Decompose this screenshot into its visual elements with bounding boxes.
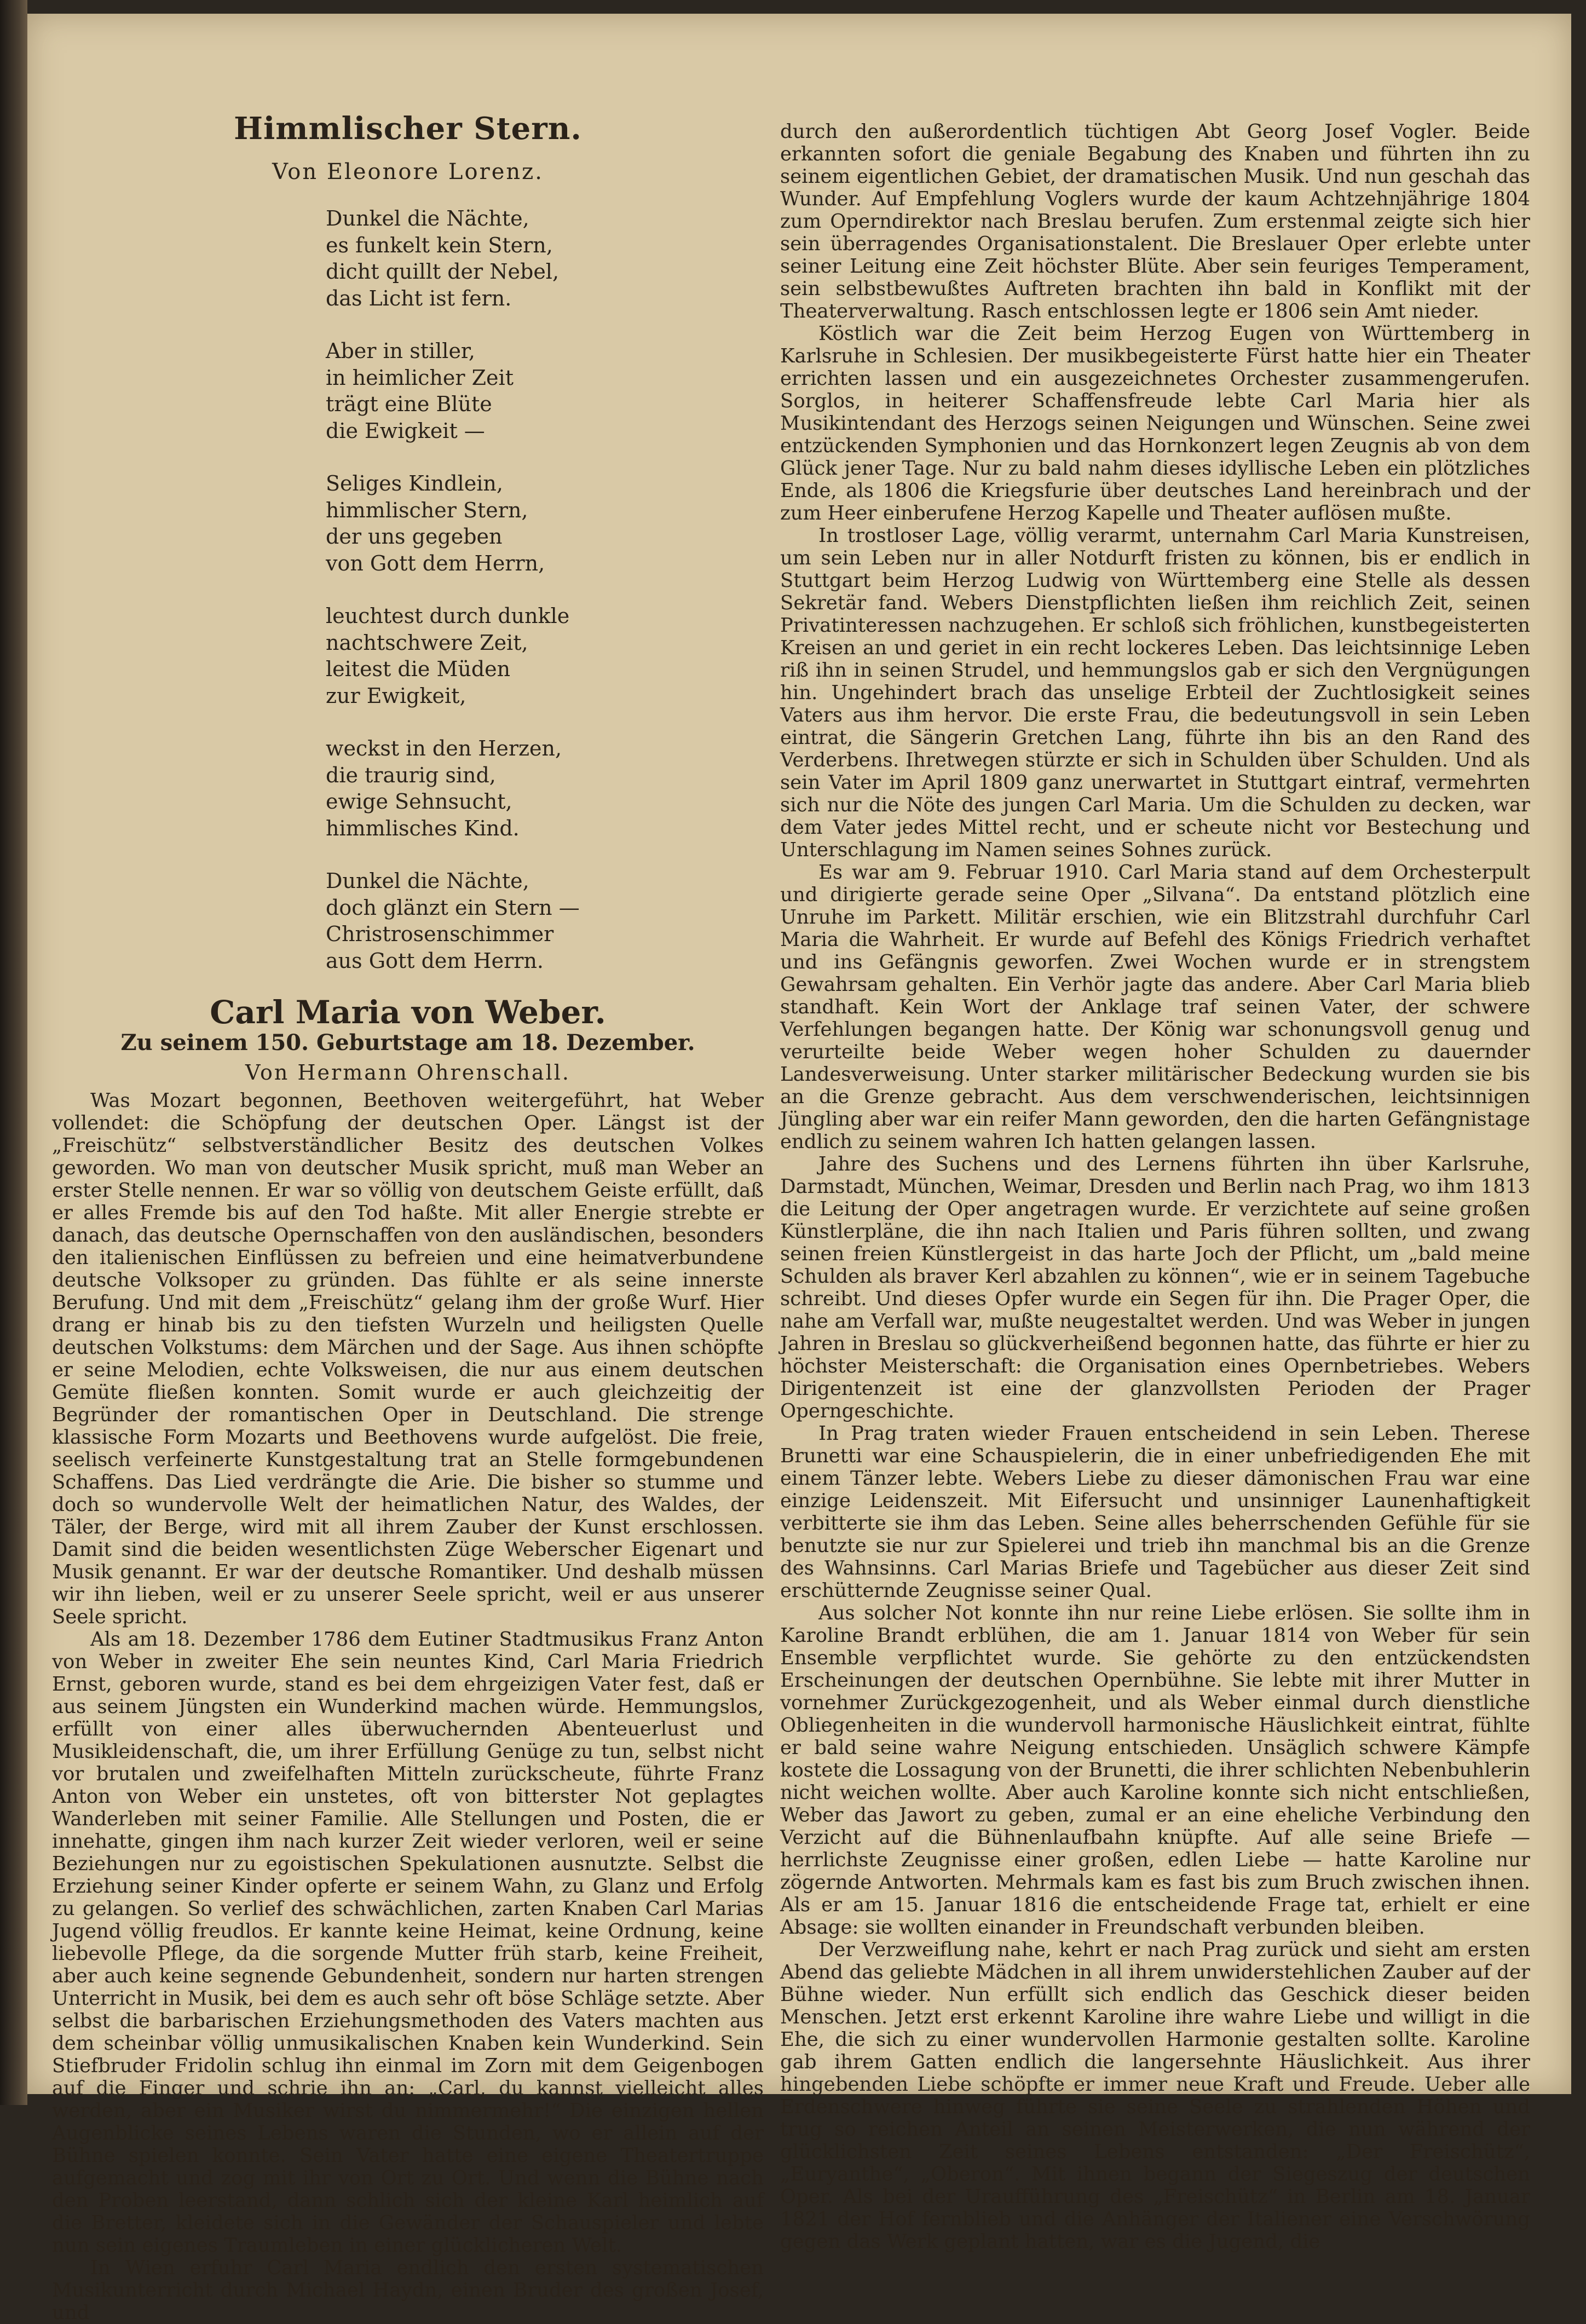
poem-line: aus Gott dem Herrn. [326, 948, 544, 973]
article-paragraph: Aus solcher Not konnte ihn nur reine Liebe erlösen. Sie sollte ihm in Karoline Brandt erblühen, die am 1. Januar 1814 von Weber für sein Ensemble verpflichtet wurde. Sie gehörte zu den entzückendsten Erscheinungen der deutschen Opernbühne. Sie lebte mit ihrer Mutter in vornehmer Zurückgezogenheit, und als Weber einmal durch dienstliche Obliegenheiten in die wundervoll harmonische Häuslichkeit eintrat, fühlte er bald seine wahre Neigung entschieden. Unsäglich schwere Kämpfe kostete die Lossagung von der Brunetti, die ihrer schlichten Nebenbuhlerin nicht weichen wollte. Aber auch Karoline konnte sich nicht entschließen, Weber das Jawort zu geben, zumal er an eine eheliche Verbindung den Verzicht auf die Bühnenlaufbahn knüpfte. Auf alle seine Briefe — herrlichste Zeugnisse einer großen, edlen Liebe — hatte Karoline nur zögernde Antworten. Mehrmals kam es fast bis zum Bruch zwischen ihnen. Als er am 15. Januar 1816 die entscheidende Frage tat, erhielt er eine Absage: sie wollten einander in Freundschaft verbunden bleiben. [780, 1602, 1530, 1939]
article-paragraph: In trostloser Lage, völlig verarmt, unternahm Carl Maria Kunstreisen, um sein Leben nur in aller Notdurft fristen zu können, bis er endlich in Stuttgart beim Herzog Ludwig von Württemberg eine Stelle als dessen Sekretär fand. Webers Dienstpflichten ließen ihm reichlich Zeit, seinen Privatinteressen nachzugehen. Er schloß sich fröhlichen, kunstbegeisterten Kreisen an und geriet in ein recht lockeres Leben. Das leichtsinnige Leben riß ihn in seinen Strudel, und hemmungslos gab er sich den Vergnügungen hin. Ungehindert brach das unselige Erbteil der Zuchtlosigkeit seines Vaters aus ihm hervor. Die erste Frau, die bedeutungsvoll in sein Leben eintrat, die Sängerin Gretchen Lang, führte ihn bis an den Rand des Verderbens. Ihretwegen stürzte er sich in Schulden über Schulden. Und als sein Vater im April 1809 ganz unerwartet in Stuttgart eintraf, vermehrten sich nur die Nöte des jungen Carl Maria. Um die Schulden zu decken, war dem Vater jedes Mittel recht, und er scheute nicht vor Bestechung und Unterschlagung im Namen seines Sohnes zurück. [780, 524, 1530, 861]
poem-stanza [326, 868, 764, 974]
poem-line: Christrosenschimmer [326, 922, 554, 946]
article-paragraph: Was Mozart begonnen, Beethoven weitergeführt, hat Weber vollendet: die Schöpfung der deutschen Oper. Längst ist der „Freischütz“ selbstverständlicher Besitz des deutschen Volkes geworden. Wo man von deutscher Musik spricht, muß man Weber an erster Stelle nennen. Er war so völlig von deutschem Geiste erfüllt, daß er alles Fremde bis auf den Tod haßte. Mit aller Energie strebte er danach, das deutsche Opernschaffen von den ausländischen, besonders den italienischen Einflüssen zu befreien und eine heimatverbundene deutsche Volksoper zu gründen. Das fühlte er als seine innerste Berufung. Und mit dem „Freischütz“ gelang ihm der große Wurf. Hier drang er hinab bis zu den tiefsten Wurzeln und heiligsten Quelle deutschen Volkstums: dem Märchen und der Sage. Aus ihnen schöpfte er seine Melodien, echte Volksweisen, die nur aus einem deutschen Gemüte fließen konnten. Somit wurde er auch gleichzeitig der Begründer der romantischen Oper in Deutschland. Die strenge klassische Form Mozarts und Beethovens wurde aufgelöst. Die freie, seelisch verfeinerte Kunstgestaltung trat an Stelle formgebundenen Schaffens. Das Lied verdrängte die Arie. Die bisher so stumme und doch so wundervolle Welt der heimatlichen Natur, des Waldes, der Täler, der Berge, wird mit all ihrem Zauber der Kunst erschlossen. Damit sind die beiden wesentlichsten Züge Weberscher Eigenart und Musik genannt. Er war der deutsche Romantiker. Und deshalb müssen wir ihn lieben, weil er zu unserer Seele spricht, weil er aus unserer Seele spricht. [52, 1089, 764, 1628]
poem-line: leitest die Müden [326, 657, 511, 681]
left-column [52, 111, 764, 2324]
poem-line: zur Ewigkeit, [326, 683, 466, 708]
article-subtitle: Zu seinem 150. Geburtstage am 18. Dezember. [120, 1030, 695, 1056]
poem-line: Seliges Kindlein, [326, 471, 503, 495]
poem-line: ewige Sehnsucht, [326, 789, 512, 814]
poem-stanza [326, 603, 764, 709]
poem-line: Aber in stiller, [326, 339, 475, 363]
poem-line: die traurig sind, [326, 763, 496, 787]
article-paragraph: Jahre des Suchens und des Lernens führten ihn über Karlsruhe, Darmstadt, München, Weimar, Dresden und Berlin nach Prag, wo ihm 1813 die Leitung der Oper angetragen wurde. Er verzichtete auf seine großen Künstlerpläne, die ihn nach Italien und Paris führen sollten, und zwang seinen freien Künstlergeist in das harte Joch der Pflicht, um „bald meine Schulden als braver Kerl abzahlen zu können“, wie er in seinem Tagebuche schreibt. Und dieses Opfer wurde ein Segen für ihn. Die Prager Oper, die nahe am Verfall war, mußte neugestaltet werden. Und was Weber in jungen Jahren in Breslau so glückverheißend begonnen hatte, das führte er hier zu höchster Meisterschaft: die Organisation eines Opernbetriebes. Webers Dirigentenzeit ist eine der glanzvollsten Perioden der Prager Operngeschichte. [780, 1153, 1530, 1422]
newspaper-page [27, 14, 1571, 2324]
poem-line: weckst in den Herzen, [326, 736, 562, 760]
poem-stanza [326, 735, 764, 841]
poem-line: von Gott dem Herrn, [326, 551, 545, 575]
poem-line: das Licht ist fern. [326, 286, 512, 310]
poem-title: Himmlischer Stern. [234, 111, 582, 147]
poem-line: der uns gegeben [326, 524, 503, 549]
poem-line: doch glänzt ein Stern — [326, 895, 580, 920]
poem-stanza [326, 205, 764, 312]
article-paragraph: In Wien erfuhr Carl Maria endlich den ersten systematischen Musikunterricht durch Michael Haydn, einen Bruder des großen Josef, und [52, 2257, 764, 2324]
poem-line: nachtschwere Zeit, [326, 630, 528, 655]
article-title: Carl Maria von Weber. [210, 994, 606, 1031]
poem-line: dicht quillt der Nebel, [326, 259, 560, 284]
poem-line: himmlisches Kind. [326, 816, 520, 840]
poem-stanza [326, 470, 764, 576]
article-author: Von Hermann Ohrenschall. [245, 1060, 570, 1085]
book-binding [0, 0, 27, 2105]
poem-author: Von Eleonore Lorenz. [272, 159, 544, 184]
poem-line: leuchtest durch dunkle [326, 604, 570, 628]
article-paragraph: durch den außerordentlich tüchtigen Abt Georg Josef Vogler. Beide erkannten sofort die geniale Begabung des Knaben und führten ihn zu seinem eigentlichen Gebiet, der dramatischen Musik. Und nun geschah das Wunder. Auf Empfehlung Voglers wurde der kaum Achtzehnjährige 1804 zum Operndirektor nach Breslau berufen. Zum erstenmal zeigte sich hier sein überragendes Organisationstalent. Die Breslauer Oper erlebte unter seiner Leitung eine Zeit höchster Blüte. Aber sein feuriges Temperament, sein selbstbewußtes Auftreten brachten ihn bald in Konflikt mit der Theaterverwaltung. Rasch entschlossen legte er 1806 sein Amt nieder. [780, 120, 1530, 322]
poem-line: Dunkel die Nächte, [326, 206, 529, 230]
right-column [780, 120, 1530, 2253]
poem-line: himmlischer Stern, [326, 498, 528, 522]
poem-body [326, 205, 764, 974]
poem-stanza [326, 338, 764, 444]
article-paragraph: Der Verzweiflung nahe, kehrt er nach Prag zurück und sieht am ersten Abend das geliebte Mädchen in all ihrem unwiderstehlichen Zauber auf der Bühne wieder. Nun erfüllt sich endlich das Geschick dieser beiden Menschen. Jetzt erst erkennt Karoline ihre wahre Liebe und willigt in die Ehe, die sich zu einer wundervollen Harmonie gestalten sollte. Karoline gab ihrem Gatten endlich die langersehnte Häuslichkeit. Aus ihrer hingebenden Liebe schöpfte er immer neue Kraft und Freude. Ueber alle Erdenschwere hinweg führte sie seine Seele zu strahlenden Höhen und trug so reichen Anteil an seinen Meisterwerken, die nun während der glücklichsten Zeit seines Lebens entstanden: „Der Freischütz“, „Euryanthe“, „Oberon“. Mit ihnen begann der Siegeszug der deutschen Oper. Als bei der Uraufführung des „Freischütz“ in Berlin am 18. Januar 1821 der Hof fernblieb und die Anhänger der Italiener eine Verschwörung gegen das Werk geplant hatten, war es die Jugend, die [780, 1939, 1530, 2253]
article-paragraph: In Prag traten wieder Frauen entscheidend in sein Leben. Therese Brunetti war eine Schauspielerin, die in einer unbefriedigenden Ehe mit einem Tänzer lebte. Webers Liebe zu dieser dämonischen Frau war eine einzige Leidenszeit. Mit Eifersucht und unsinniger Launenhaftigkeit verbitterte sie ihm das Leben. Seine alles beherrschenden Gefühle für sie benutzte sie nur zur Spielerei und trieb ihn manchmal bis an die Grenze des Wahnsinns. Carl Marias Briefe und Tagebücher aus dieser Zeit sind erschütternde Zeugnisse seiner Qual. [780, 1422, 1530, 1602]
article-paragraph: Als am 18. Dezember 1786 dem Eutiner Stadtmusikus Franz Anton von Weber in zweiter Ehe sein neuntes Kind, Carl Maria Friedrich Ernst, geboren wurde, stand es bei dem ehrgeizigen Vater fest, daß er aus seinem Jüngsten ein Wunderkind machen würde. Hemmungslos, erfüllt von einer alles überwuchernden Abenteuerlust und Musikleidenschaft, die, um ihrer Erfüllung Genüge zu tun, selbst nicht vor brutalen und zweifelhaften Mitteln zurückscheute, führte Franz Anton von Weber ein unstetes, oft von bitterster Not geplagtes Wanderleben mit seiner Familie. Alle Stellungen und Posten, die er innehatte, gingen ihm nach kurzer Zeit wieder verloren, weil er seine Beziehungen nur zu egoistischen Spekulationen ausnutzte. Selbst die Erziehung seiner Kinder opferte er seinem Wahn, zu Glanz und Erfolg zu gelangen. So verlief des schwächlichen, zarten Knaben Carl Marias Jugend völlig freudlos. Er kannte keine Heimat, keine Ordnung, keine liebevolle Pflege, da die sorgende Mutter früh starb, keine Freiheit, aber auch keine segnende Gebundenheit, sondern nur harten strengen Unterricht in Musik, bei dem es auch sehr oft böse Schläge setzte. Aber selbst die barbarischen Erziehungsmethoden des Vaters machten aus dem scheinbar völlig unmusikalischen Knaben kein Wunderkind. Sein Stiefbruder Fridolin schlug ihn einmal im Zorn mit dem Geigenbogen auf die Finger und schrie ihn an: „Carl, du kannst vielleicht alles werden, aber ein Musiker wirst du nimmermehr!“ Die einzigen hellen Augenblicke seines Lebens waren die Stunden, wo er allein auf der Bühne spielen konnte. Sein Vater hatte eine eigene Theatertruppe aufgemacht und zog mit ihr von Ort zu Ort. Und wenn die Bühne nach den Proben leerstand, dann schlich sich der kleine Karl heimlich auf die Bretter, kleidete sich in die Gewänder der Schauspieler und lebte nun sein eigenes Traumleben in einer glücklicheren Welt. [52, 1628, 764, 2257]
article-paragraph: Es war am 9. Februar 1910. Carl Maria stand auf dem Orchesterpult und dirigierte gerade seine Oper „Silvana“. Da entstand plötzlich eine Unruhe im Parkett. Militär erschien, wie ein Blitzstrahl durchfuhr Carl Maria die Wahrheit. Er wurde auf Befehl des Königs Friedrich verhaftet und ins Gefängnis geworfen. Zwei Wochen wurde er in strengstem Gewahrsam gehalten. Ein Verhör jagte das andere. Aber Carl Maria blieb standhaft. Kein Wort der Anklage traf seinen Vater, der schwere Verfehlungen begangen hatte. Der König war schonungsvoll genug und verurteilte beide Weber wegen hoher Schulden zu dauernder Landesverweisung. Unter starker militärischer Bedeckung wurden sie bis an die Grenze gebracht. Aus dem verschwenderischen, leichtsinnigen Jüngling aber war ein reifer Mann geworden, den die harten Gefängnistage endlich zu seinem wahren Ich hatten gelangen lassen. [780, 861, 1530, 1153]
poem-line: in heimlicher Zeit [326, 365, 514, 390]
poem-line: es funkelt kein Stern, [326, 233, 553, 257]
poem-line: trägt eine Blüte [326, 392, 492, 416]
article-paragraph: Köstlich war die Zeit beim Herzog Eugen von Württemberg in Karlsruhe in Schlesien. Der musikbegeisterte Fürst hatte hier ein Theater errichten lassen und ein ausgezeichnetes Orchester zusammengerufen. Sorglos, in heiterer Schaffensfreude lebte Carl Maria hier als Musikintendant des Herzogs seinen Neigungen und Wünschen. Seine zwei entzückenden Symphonien und das Hornkonzert legen Zeugnis ab von dem Glück jener Tage. Nur zu bald nahm dieses idyllische Leben ein plötzliches Ende, als 1806 die Kriegsfurie über deutsches Land hereinbrach und der zum Heer einberufene Herzog Kapelle und Theater auflösen mußte. [780, 322, 1530, 524]
poem-line: die Ewigkeit — [326, 418, 485, 443]
poem-line: Dunkel die Nächte, [326, 869, 529, 893]
